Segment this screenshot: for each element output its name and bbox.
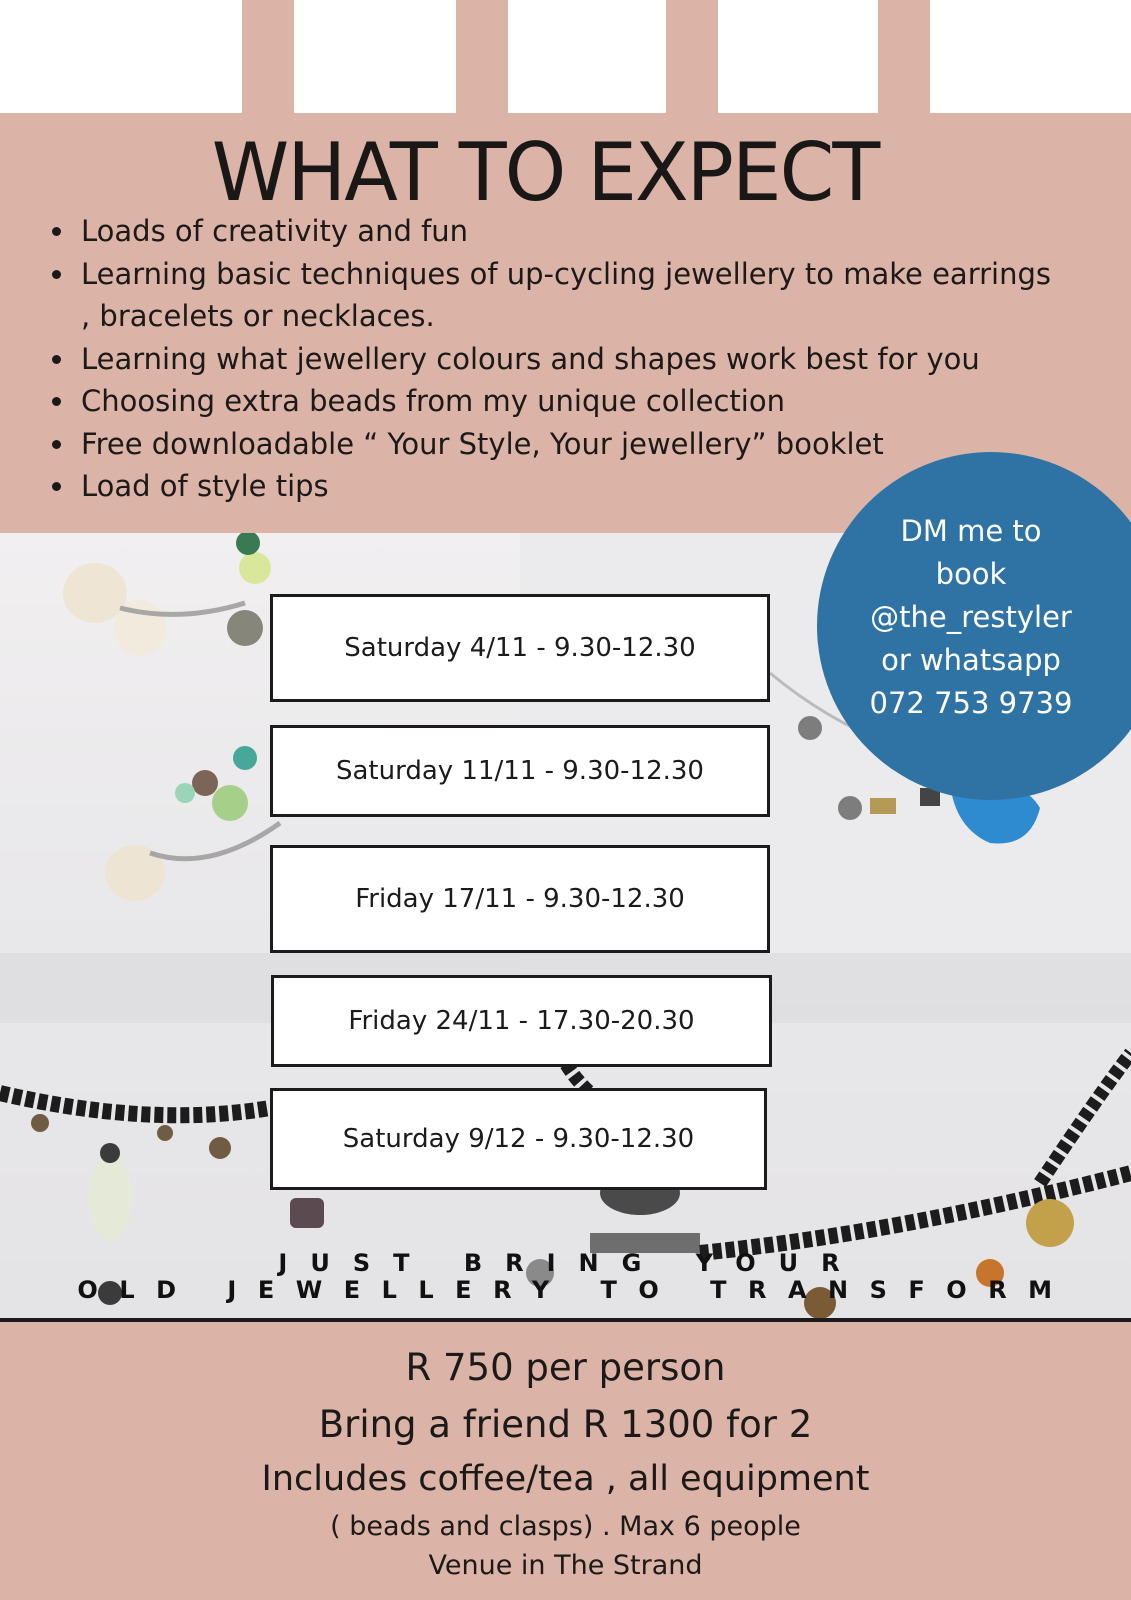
date-option: Saturday 9/12 - 9.30-12.30	[270, 1088, 767, 1190]
price-includes: Includes coffee/tea , all equipment	[261, 1459, 870, 1499]
list-item: Learning basic techniques of up-cycling jewellery to make earrings , bracelets or necklaces.	[48, 253, 1051, 338]
date-option: Saturday 4/11 - 9.30-12.30	[270, 594, 770, 702]
bullet-icon	[52, 482, 61, 491]
stripe	[456, 0, 508, 114]
bullet-icon	[52, 270, 61, 279]
price-friend: Bring a friend R 1300 for 2	[318, 1403, 813, 1446]
list-item: Loads of creativity and fun	[48, 210, 1051, 253]
stripe	[242, 0, 294, 114]
price-details: ( beads and clasps) . Max 6 people	[330, 1511, 801, 1542]
tagline-line-1: JUST BRING YOUR	[278, 1249, 863, 1277]
price-per-person: R 750 per person	[405, 1346, 726, 1389]
bullet-icon	[52, 440, 61, 449]
stripe	[878, 0, 930, 114]
bullet-icon	[52, 227, 61, 236]
page-title: WHAT TO EXPECT	[211, 126, 879, 219]
whatsapp-number[interactable]: 072 753 9739	[869, 686, 1073, 720]
bullet-icon	[52, 397, 61, 406]
stripe	[666, 0, 718, 114]
bullet-icon	[52, 355, 61, 364]
expectations-list	[48, 210, 1051, 508]
date-option: Saturday 11/11 - 9.30-12.30	[270, 725, 770, 817]
booking-text: DM me to book @the_restyler or whatsapp 072 753 9739	[817, 510, 1131, 725]
list-item: Free downloadable “ Your Style, Your jewellery” booklet	[48, 423, 1051, 466]
date-option: Friday 24/11 - 17.30-20.30	[271, 975, 772, 1067]
striped-header	[0, 0, 1131, 114]
list-item: Learning what jewellery colours and shapes work best for you	[48, 338, 1051, 381]
venue: Venue in The Strand	[428, 1550, 703, 1581]
list-item: Choosing extra beads from my unique collection	[48, 380, 1051, 423]
list-item: Load of style tips	[48, 465, 1051, 508]
date-option: Friday 17/11 - 9.30-12.30	[270, 845, 770, 953]
tagline-line-2: OLD JEWELLERY TO TRANSFORM	[77, 1276, 1074, 1304]
instagram-handle[interactable]: @the_restyler	[870, 600, 1072, 634]
